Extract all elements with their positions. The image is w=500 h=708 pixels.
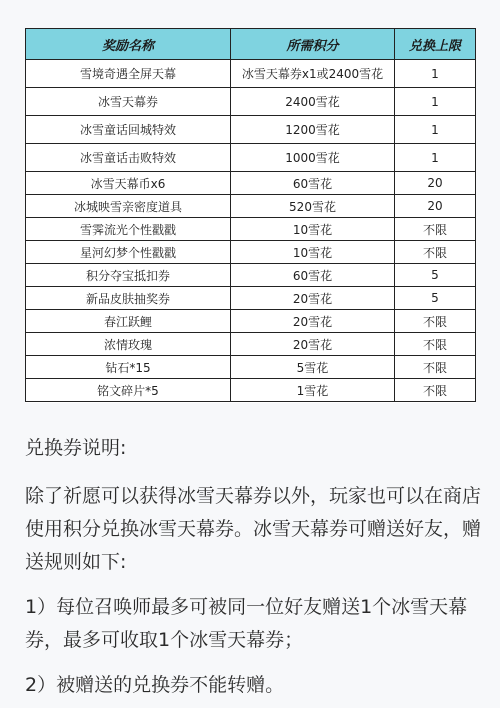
reward-name-cell: 铭文碎片*5 bbox=[26, 379, 231, 402]
table-row bbox=[26, 60, 476, 88]
reward-limit-cell: 1 bbox=[395, 116, 476, 144]
table-row bbox=[26, 287, 476, 310]
reward-limit-cell: 1 bbox=[395, 88, 476, 116]
reward-limit-cell: 不限 bbox=[395, 241, 476, 264]
reward-name-cell: 新品皮肤抽奖券 bbox=[26, 287, 231, 310]
reward-limit-cell: 5 bbox=[395, 264, 476, 287]
reward-name-cell: 积分夺宝抵扣券 bbox=[26, 264, 231, 287]
reward-cost-cell: 60雪花 bbox=[231, 264, 395, 287]
header-reward-name: 奖励名称 bbox=[26, 29, 231, 60]
reward-cost-cell: 1雪花 bbox=[231, 379, 395, 402]
notes-heading: 兑换券说明: bbox=[25, 437, 127, 459]
table-row bbox=[26, 144, 476, 172]
reward-limit-cell: 不限 bbox=[395, 379, 476, 402]
reward-cost-cell: 10雪花 bbox=[231, 218, 395, 241]
table-row bbox=[26, 310, 476, 333]
reward-cost-cell: 2400雪花 bbox=[231, 88, 395, 116]
reward-name-cell: 钻石*15 bbox=[26, 356, 231, 379]
table-header-row bbox=[26, 29, 476, 60]
reward-limit-cell: 1 bbox=[395, 60, 476, 88]
reward-limit-cell: 1 bbox=[395, 144, 476, 172]
table-row bbox=[26, 172, 476, 195]
reward-name-cell: 雪霁流光个性戳戳 bbox=[26, 218, 231, 241]
notes-rule-1: 1）每位召唤师最多可被同一位好友赠送1个冰雪天幕券，最多可收取1个冰雪天幕券； bbox=[25, 596, 468, 651]
notes-paragraph: 除了祈愿可以获得冰雪天幕券以外，玩家也可以在商店使用积分兑换冰雪天幕券。冰雪天幕券可赠送好友，赠送规则如下: bbox=[25, 485, 482, 573]
reward-limit-cell: 20 bbox=[395, 195, 476, 218]
reward-name-cell: 春江跃鲤 bbox=[26, 310, 231, 333]
reward-limit-cell: 不限 bbox=[395, 333, 476, 356]
reward-cost-cell: 60雪花 bbox=[231, 172, 395, 195]
table-row bbox=[26, 264, 476, 287]
reward-limit-cell: 不限 bbox=[395, 218, 476, 241]
reward-cost-cell: 20雪花 bbox=[231, 333, 395, 356]
reward-limit-cell: 5 bbox=[395, 287, 476, 310]
reward-cost-cell: 10雪花 bbox=[231, 241, 395, 264]
reward-name-cell: 冰雪天幕币x6 bbox=[26, 172, 231, 195]
reward-name-cell: 浓情玫瑰 bbox=[26, 333, 231, 356]
reward-limit-cell: 不限 bbox=[395, 356, 476, 379]
reward-cost-cell: 520雪花 bbox=[231, 195, 395, 218]
table-row bbox=[26, 241, 476, 264]
reward-cost-cell: 20雪花 bbox=[231, 287, 395, 310]
reward-cost-cell: 20雪花 bbox=[231, 310, 395, 333]
header-required-points: 所需积分 bbox=[231, 29, 395, 60]
table-row bbox=[26, 116, 476, 144]
table-row bbox=[26, 218, 476, 241]
rewards-table-container bbox=[25, 28, 475, 403]
reward-name-cell: 冰城映雪亲密度道具 bbox=[26, 195, 231, 218]
notes-rule-2: 2）被赠送的兑换券不能转赠。 bbox=[25, 674, 285, 696]
reward-name-cell: 冰雪童话回城特效 bbox=[26, 116, 231, 144]
reward-cost-cell: 冰雪天幕券x1或2400雪花 bbox=[231, 60, 395, 88]
reward-limit-cell: 20 bbox=[395, 172, 476, 195]
rewards-table bbox=[25, 28, 476, 402]
table-row bbox=[26, 356, 476, 379]
table-row bbox=[26, 88, 476, 116]
reward-limit-cell: 不限 bbox=[395, 310, 476, 333]
reward-name-cell: 雪境奇遇全屏天幕 bbox=[26, 60, 231, 88]
table-row bbox=[26, 333, 476, 356]
reward-name-cell: 冰雪天幕券 bbox=[26, 88, 231, 116]
reward-cost-cell: 5雪花 bbox=[231, 356, 395, 379]
header-exchange-limit: 兑换上限 bbox=[395, 29, 476, 60]
reward-name-cell: 星河幻梦个性戳戳 bbox=[26, 241, 231, 264]
reward-cost-cell: 1200雪花 bbox=[231, 116, 395, 144]
reward-name-cell: 冰雪童话击败特效 bbox=[26, 144, 231, 172]
table-row bbox=[26, 379, 476, 402]
table-row bbox=[26, 195, 476, 218]
exchange-voucher-notes bbox=[25, 432, 485, 708]
reward-cost-cell: 1000雪花 bbox=[231, 144, 395, 172]
